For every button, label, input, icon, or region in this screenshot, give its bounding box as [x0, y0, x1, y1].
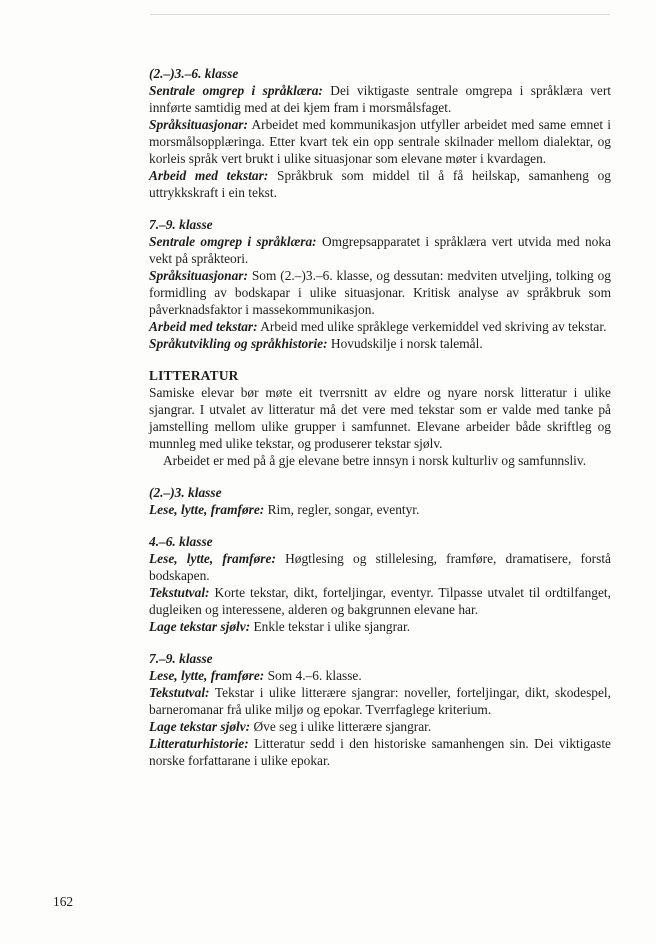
curriculum-entry: [149, 233, 611, 267]
entry-label: Arbeid med tekstar:: [149, 319, 258, 334]
entry-text: Korte tekstar, dikt, forteljingar, eventyr. Tilpasse utvalet til ordtilfanget, dugleiken og interessene, alderen og bakgrunnen elevane har.: [149, 585, 611, 617]
entry-text: Dei viktigaste sentrale omgrepa i språklæra vert innførte samtidig med at dei kjem fram i morsmålsfaget.: [149, 83, 612, 115]
entry-text: Øve seg i ulike litterære sjangrar.: [250, 719, 432, 734]
curriculum-entry: [149, 267, 611, 318]
curriculum-entry: [149, 584, 611, 618]
curriculum-entry: [149, 550, 611, 584]
entry-text: Omgrepsapparatet i språklæra vert utvida med noka vekt på språkteori.: [149, 234, 612, 266]
section-spacer: [149, 469, 611, 484]
entry-label: Lese, lytte, framføre:: [149, 551, 276, 566]
entry-label: Tekstutval:: [149, 585, 210, 600]
entry-label: Lese, lytte, framføre:: [149, 502, 265, 517]
curriculum-entry: [149, 82, 611, 116]
grade-heading: (2.–)3. klasse: [149, 485, 222, 500]
section-spacer: [149, 352, 611, 367]
section-title: LITTERATUR: [149, 368, 239, 383]
curriculum-entry: [149, 735, 611, 769]
entry-text: Språkbruk som middel til å få heilskap, samanheng og uttrykkskraft i ein tekst.: [149, 168, 611, 200]
section-spacer: [149, 518, 611, 533]
curriculum-entry: [149, 116, 611, 167]
body-paragraph: Arbeidet er med på å gje elevane betre innsyn i norsk kulturliv og samfunnsliv.: [163, 453, 587, 468]
entry-text: Enkle tekstar i ulike sjangrar.: [250, 619, 411, 634]
entry-label: Litteraturhistorie:: [149, 736, 249, 751]
entry-text: Høgtlesing og stillelesing, framføre, dramatisere, forstå bodskapen.: [149, 551, 612, 583]
entry-label: Språksituasjonar:: [149, 117, 248, 132]
body-paragraph: Samiske elevar bør møte eit tverrsnitt av eldre og nyare norsk litteratur i ulike sjangrar. I utvalet av litteratur må det vere med tekstar som er valde med tanke på jamstelling mellom ulike grupper i samfunnet. Elevane arbeider både skriftleg og munnleg med ulike tekstar, og produserer tekstar sjølv.: [149, 385, 611, 451]
entry-label: Sentrale omgrep i språklæra:: [149, 83, 323, 98]
scan-edge-line: [150, 14, 610, 15]
entry-label: Språksituasjonar:: [149, 268, 248, 283]
grade-heading: (2.–)3.–6. klasse: [149, 66, 239, 81]
entry-text: Som 4.–6. klasse.: [264, 668, 362, 683]
entry-text: Som (2.–)3.–6. klasse, og dessutan: medviten utveljing, tolking og formidling av bodskapar i ulike situasjonar. Kritisk analyse av språkbruk som påverknadsfaktor i massekommunikasjon.: [149, 268, 611, 317]
curriculum-entry: [149, 718, 611, 735]
entry-label: Tekstutval:: [149, 685, 210, 700]
curriculum-entry: [149, 318, 611, 335]
entry-text: Hovudskilje i norsk talemål.: [327, 336, 483, 351]
grade-heading: 4.–6. klasse: [149, 534, 213, 549]
grade-heading: 7.–9. klasse: [149, 651, 213, 666]
entry-text: Arbeidet med kommunikasjon utfyller arbeidet med same emnet i morsmålsopplæringa. Etter kvart tek ein opp sentrale skilnader mellom dialektar, og korleis språk vert brukt i ulike situasjonar som elevane møter i kvardagen.: [149, 117, 611, 166]
curriculum-entry: [149, 618, 611, 635]
entry-label: Lage tekstar sjølv:: [149, 619, 251, 634]
entry-label: Arbeid med tekstar:: [149, 168, 269, 183]
curriculum-entry: [149, 167, 611, 201]
entry-text: Litteratur sedd i den historiske samanhengen sin. Dei viktigaste norske forfattarane i ulike epokar.: [149, 736, 611, 768]
entry-label: Lese, lytte, framføre:: [149, 668, 265, 683]
entry-label: Sentrale omgrep i språklæra:: [149, 234, 317, 249]
curriculum-entry: [149, 667, 611, 684]
page-content: [149, 65, 611, 769]
entry-text: Rim, regler, songar, eventyr.: [264, 502, 420, 517]
entry-label: Språkutvikling og språkhistorie:: [149, 336, 328, 351]
grade-heading: 7.–9. klasse: [149, 217, 213, 232]
curriculum-entry: [149, 684, 611, 718]
page-number: 162: [53, 894, 74, 909]
entry-text: Tekstar i ulike litterære sjangrar: noveller, forteljingar, dikt, skodespel, barneromanar frå ulike miljø og epokar. Tverrfaglege kriterium.: [149, 685, 611, 717]
section-spacer: [149, 201, 611, 216]
entry-text: Arbeid med ulike språklege verkemiddel ved skriving av tekstar.: [257, 319, 607, 334]
curriculum-entry: [149, 335, 611, 352]
entry-label: Lage tekstar sjølv:: [149, 719, 251, 734]
section-spacer: [149, 635, 611, 650]
curriculum-entry: [149, 501, 611, 518]
